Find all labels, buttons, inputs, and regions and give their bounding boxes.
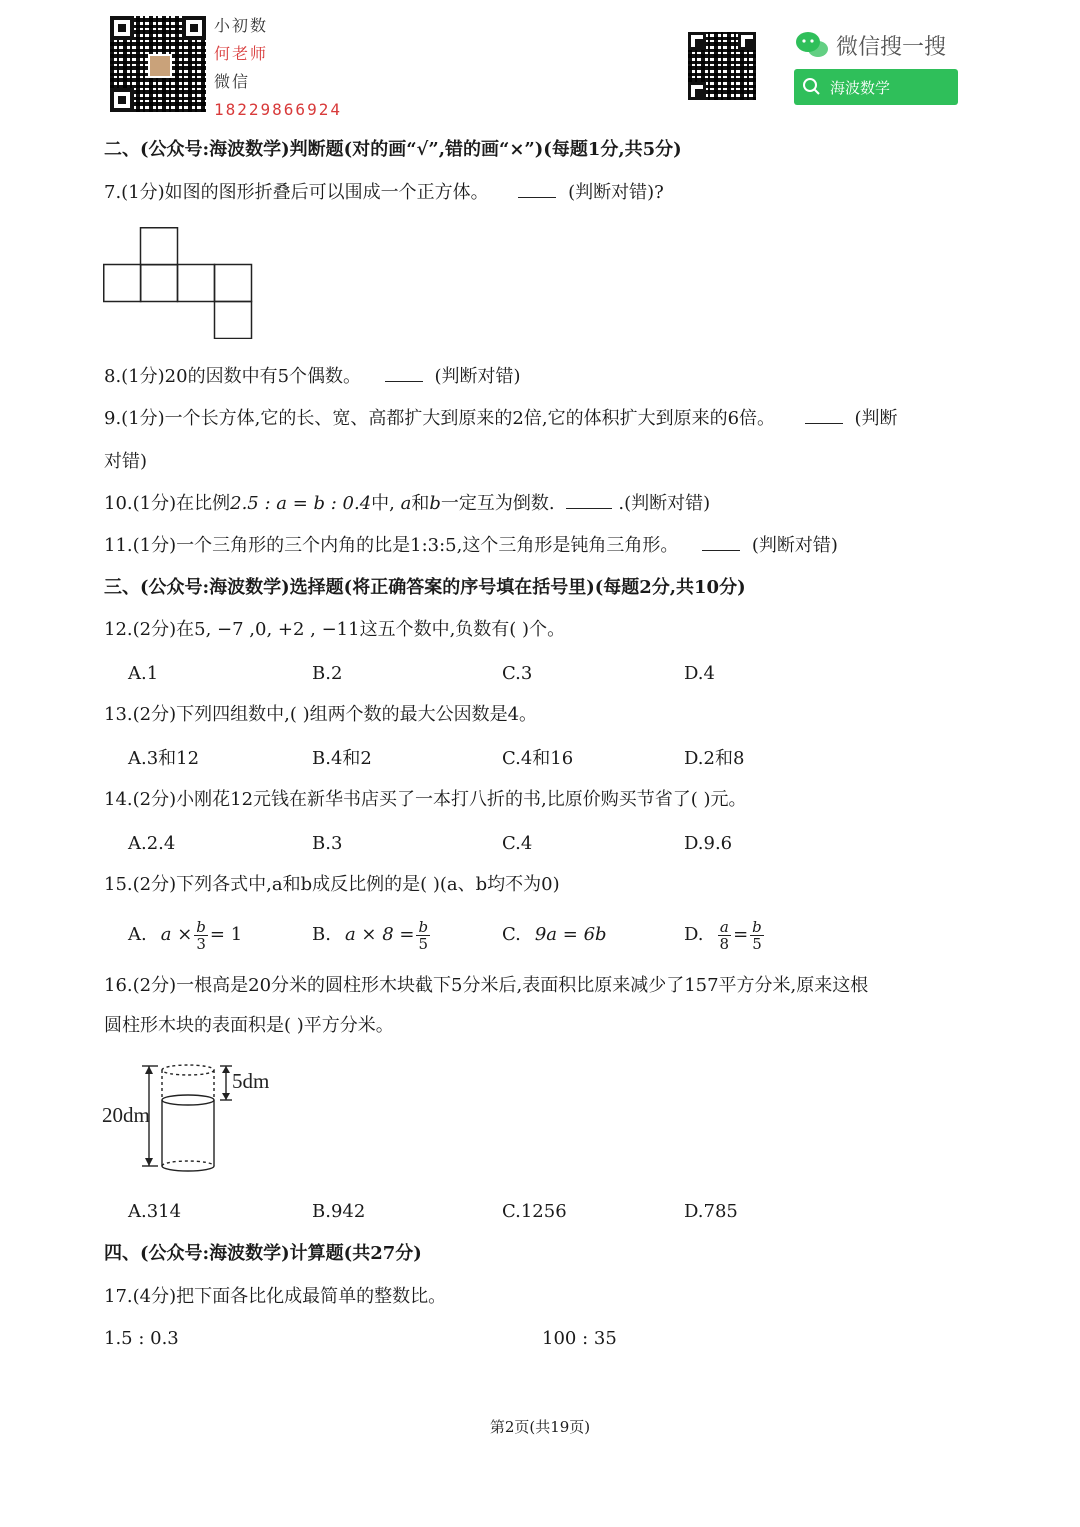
- q15-b-pre: a × 8 =: [344, 924, 415, 945]
- q15-a-fraction: [194, 919, 208, 952]
- q15-a-label: A.: [128, 924, 147, 945]
- q15-d-den1: 8: [719, 934, 730, 953]
- q15-b-fraction: [416, 919, 430, 952]
- wechat-search-title: 微信搜一搜: [836, 34, 947, 60]
- q15-b-label: B.: [312, 924, 331, 945]
- q8-suffix: (判断对错): [434, 366, 521, 387]
- q7-text: 7.(1分)如图的图形折叠后可以围成一个正方体。: [104, 182, 489, 203]
- q10-ratio: 2.5 : a = b : 0.4: [230, 493, 372, 514]
- q10-and: 和: [411, 493, 430, 514]
- q16-option-c[interactable]: C.1256: [502, 1201, 567, 1222]
- q15-option-c[interactable]: [502, 914, 607, 956]
- q9-text: 9.(1分)一个长方体,它的长、宽、高都扩大到原来的2倍,它的体积扩大到原来的6倍。: [104, 408, 776, 429]
- q13-option-c[interactable]: C.4和16: [502, 748, 574, 769]
- q11-prefix: 11.(1分)一个三角形的三个内角的比是: [104, 535, 411, 556]
- cylinder-figure: [102, 1062, 282, 1178]
- q12-option-c[interactable]: C.3: [502, 663, 533, 684]
- cylinder-cut-label: 5dm: [232, 1069, 270, 1093]
- q10-suffix: .(判断对错): [618, 493, 711, 514]
- q15-c-expr: 9a = 6b: [534, 924, 607, 945]
- q15-option-d[interactable]: [684, 914, 766, 956]
- q16-option-d[interactable]: D.785: [684, 1201, 738, 1222]
- card-line-2: 何老师: [214, 44, 269, 63]
- q13-option-b[interactable]: B.4和2: [312, 748, 372, 769]
- q13-option-d[interactable]: D.2和8: [684, 748, 745, 769]
- q8-answer-blank[interactable]: [385, 365, 423, 382]
- question-12: 12.(2分)在5, −7 ,0, +2 , −11这五个数中,负数有( )个。: [104, 619, 566, 640]
- q16-continuation: 圆柱形木块的表面积是( )平方分米。: [104, 1015, 394, 1036]
- question-15: 15.(2分)下列各式中,a和b成反比例的是( )(a、b均不为0): [104, 874, 560, 895]
- q15-c-label: C.: [502, 924, 521, 945]
- q7-suffix: (判断对错)?: [568, 182, 664, 203]
- q15-option-a[interactable]: [128, 914, 242, 956]
- q12-option-a[interactable]: A.1: [128, 663, 159, 684]
- section-title-judge: 二、(公众号:海波数学)判断题(对的画“√”,错的画“×”)(每题1分,共5分): [104, 139, 682, 160]
- q10-a: a: [400, 493, 412, 514]
- wechat-search-button[interactable]: [794, 69, 958, 105]
- q15-b-num: b: [418, 917, 429, 936]
- q11-suffix: (判断对错): [751, 535, 838, 556]
- question-8: [104, 365, 521, 389]
- q15-a-num: b: [196, 917, 206, 936]
- question-16: 16.(2分)一根高是20分米的圆柱形木块截下5分米后,表面积比原来减少了157平方分米,原来这根: [104, 975, 869, 996]
- q10-rest: 一定互为倒数.: [440, 493, 555, 514]
- section-title-calc: 四、(公众号:海波数学)计算题(共27分): [104, 1243, 422, 1264]
- page-number: 第2页(共19页): [489, 1418, 591, 1436]
- q9-continuation: 对错): [104, 451, 148, 472]
- q16-option-b[interactable]: B.942: [312, 1201, 366, 1222]
- q15-d-den2: 5: [752, 934, 762, 953]
- wechat-icon: [794, 30, 830, 60]
- cylinder-height-label: 20dm: [102, 1103, 150, 1127]
- q14-option-c[interactable]: C.4: [502, 833, 533, 854]
- q14-option-a[interactable]: A.2.4: [128, 833, 176, 854]
- q11-answer-blank[interactable]: [702, 534, 740, 551]
- q12-option-d[interactable]: D.4: [684, 663, 715, 684]
- q16-option-a[interactable]: A.314: [128, 1201, 182, 1222]
- q9-answer-blank[interactable]: [805, 407, 843, 424]
- q10-prefix: 10.(1分)在比例: [104, 493, 231, 514]
- avatar: [148, 54, 172, 78]
- q12-option-b[interactable]: B.2: [312, 663, 343, 684]
- section-title-choice: 三、(公众号:海波数学)选择题(将正确答案的序号填在括号里)(每题2分,共10分): [104, 577, 746, 598]
- question-17: 17.(4分)把下面各比化成最简单的整数比。: [104, 1286, 447, 1307]
- q15-d-fraction-2: [750, 919, 764, 952]
- q8-text: 8.(1分)20的因数中有5个偶数。: [104, 366, 362, 387]
- cube-net-figure: [103, 227, 253, 339]
- q15-a-den: 3: [196, 934, 206, 953]
- q10-b: b: [429, 493, 441, 514]
- teacher-qr-code: [110, 16, 206, 112]
- q14-option-d[interactable]: D.9.6: [684, 833, 733, 854]
- q17-item-1: 1.5 : 0.3: [104, 1328, 179, 1349]
- q11-rest: ,这个三角形是钝角三角形。: [456, 535, 679, 556]
- wechat-qr-code: [688, 32, 756, 100]
- q17-item-2: 100 : 35: [542, 1328, 617, 1349]
- question-13: 13.(2分)下列四组数中,( )组两个数的最大公因数是4。: [104, 704, 538, 725]
- question-14: 14.(2分)小刚花12元钱在新华书店买了一本打八折的书,比原价购买节省了( )元。: [104, 789, 747, 810]
- q15-d-label: D.: [684, 924, 704, 945]
- question-7: [104, 181, 664, 205]
- q15-a-pre: a ×: [160, 924, 193, 945]
- q11-ratio: 1:3:5: [410, 535, 457, 556]
- card-line-1: 小初数: [214, 16, 269, 35]
- q10-answer-blank[interactable]: [566, 492, 612, 509]
- q7-answer-blank[interactable]: [518, 181, 556, 198]
- question-9: [104, 407, 898, 431]
- card-line-3: 微信: [214, 72, 251, 91]
- q10-middle: 中,: [371, 493, 395, 514]
- q15-a-post: = 1: [209, 924, 243, 945]
- card-phone: 18229866924: [214, 100, 342, 119]
- question-10: [104, 492, 710, 516]
- q13-option-a[interactable]: A.3和12: [128, 748, 200, 769]
- q14-option-b[interactable]: B.3: [312, 833, 343, 854]
- q15-d-num2: b: [752, 917, 762, 936]
- q15-option-b[interactable]: [312, 914, 432, 956]
- q15-d-fraction-1: [718, 919, 732, 952]
- question-11: [104, 534, 838, 558]
- q15-b-den: 5: [418, 934, 429, 953]
- q15-d-eq: =: [733, 924, 749, 945]
- q15-d-num1: a: [719, 917, 729, 936]
- wechat-search-label: 海波数学: [830, 78, 891, 97]
- q9-suffix: (判断: [854, 408, 898, 429]
- search-icon: [802, 77, 822, 97]
